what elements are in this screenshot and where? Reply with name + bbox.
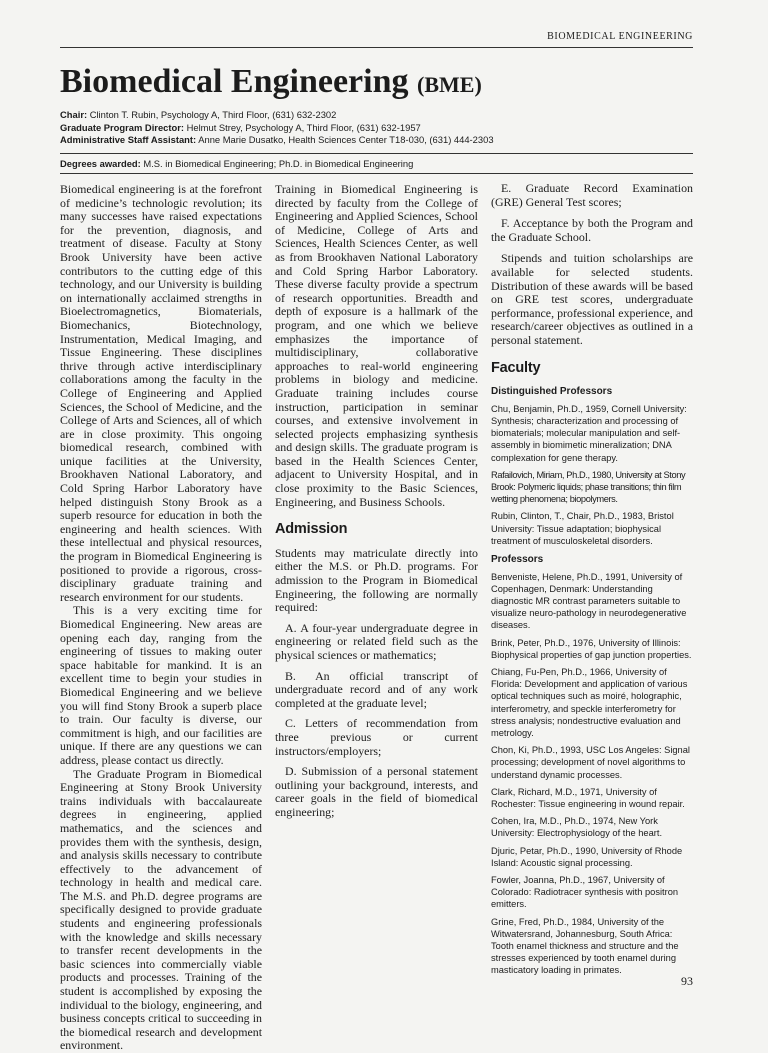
admission-item: F. Acceptance by both the Program and the Graduate School. xyxy=(491,216,693,244)
faculty-entry: Benveniste, Helene, Ph.D., 1991, University of Copenhagen, Denmark: Understanding diagnostic MR contrast parameters suitable to visualize neuro-pathology in neurodegenerative diseases. xyxy=(491,571,687,631)
staff-text: Helmut Strey, Psychology A, Third Floor, (631) 632-1957 xyxy=(184,121,421,133)
faculty-entry: Djuric, Petar, Ph.D., 1990, University of Rhode Island: Acoustic signal processing. xyxy=(491,845,683,868)
column-1 xyxy=(60,183,262,1053)
running-head: BIOMEDICAL ENGINEERING xyxy=(547,31,693,42)
admission-section xyxy=(275,547,478,820)
page-title xyxy=(60,62,482,105)
faculty-entry: Chiang, Fu-Pen, Ph.D., 1966, University of Florida: Development and application of various optical techniques such as moiré, holographic, interferometry, and speckle interferometry for stress analysis; nondestructive evaluation and metrology. xyxy=(491,666,688,738)
staff-program-director xyxy=(60,122,494,135)
page-number: 93 xyxy=(681,974,693,988)
staff-label: Chair: xyxy=(60,109,88,120)
admission-item: E. Graduate Record Examination (GRE) General Test scores; xyxy=(491,181,693,209)
staff-label: Administrative Staff Assistant: xyxy=(60,134,197,145)
intro-paragraph: This is a very exciting time for Biomedical Engineering. New areas are opening each day, ranging from the engineering of tissues to making outer space habitable for mankind. It is an excellent time to begin your studies in Biomedical Engineering and we believe you will find Stony Brook a superb place to train. Our faculty is diverse, our commitment is high, and our facilities are unique. If there are any questions we can address, please contact us directly. xyxy=(60,603,262,767)
faculty-heading: Faculty xyxy=(491,359,541,376)
intro-paragraph: Training in Biomedical Engineering is directed by faculty from the College of Engineering and Applied Sciences, School of Medicine, College of Arts and Sciences, Health Sciences Center, as well as from Brookhaven National Laboratory and Cold Spring Harbor Laboratory. These diverse faculty provide a spectrum of research opportunities. Breadth and depth of exposure is a hallmark of the program, and one which we believe emphasizes the importance of multidisciplinary, collaborative approaches to real-world engineering problems in biology and medicine. Graduate training includes course instruction, participation in seminar courses, and extensive involvement in selected projects emphasizing synthesis and design skills. The graduate program is based in the Health Sciences Center, adjacent to University Hospital, and in close proximity to the Basic Sciences, Engineering, and Business Schools. xyxy=(275,182,478,509)
top-divider xyxy=(60,47,693,48)
faculty-entry: Chon, Ki, Ph.D., 1993, USC Los Angeles: Signal processing; development of novel algorithms to understand dynamic processes. xyxy=(491,745,690,780)
admission-item: B. An official transcript of undergraduate record and of any work completed at the graduate level; xyxy=(275,668,478,710)
faculty-entry: Rafailovich, Miriam, Ph.D., 1980, University at Stony Brook: Polymeric liquids; phase transitions; thin film wetting phenomena; biopolymers. xyxy=(491,469,686,505)
distinguished-heading: Distinguished Professors xyxy=(491,386,613,398)
faculty-entry: Grine, Fred, Ph.D., 1984, University of the Witwatersrand, Johannesburg, South Africa: Tooth enamel thickness and structure and the stresses experienced by tooth enamel during masticatory loading in primates. xyxy=(491,916,679,976)
faculty-entry: Cohen, Ira, M.D., Ph.D., 1974, New York University: Electrophysiology of the heart. xyxy=(491,816,663,839)
degrees-awarded xyxy=(60,158,413,169)
faculty-entry: Rubin, Clinton, T., Chair, Ph.D., 1983, Bristol University: Tissue adaptation; biophysical treatment of musculoskeletal disorders. xyxy=(491,511,674,546)
staff-text: Clinton T. Rubin, Psychology A, Third Floor, (631) 632-2302 xyxy=(87,109,337,120)
intro-paragraph: The Graduate Program in Biomedical Engineering at Stony Brook University trains individuals with baccalaureate degrees in engineering, applied mathematics, and the sciences and provides them with the synthesis, design, and analysis skills necessary to contribute effectively to the advancement of technology in health and medical care. The M.S. and Ph.D. degree programs are specifically designed to provide graduate students and engineering professionals with the knowledge and skills necessary to transfer recent developments in the basic sciences into commercially viable products and processes. Training of the student is accomplished by exposing the individual to the biology, engineering, and business concepts critical to succeeding in the biomedical research and development environment. xyxy=(60,766,262,1053)
admission-item: C. Letters of recommendation from three previous or current instructors/employers; xyxy=(275,716,478,758)
staff-label: Graduate Program Director: xyxy=(60,121,184,133)
faculty-entry: Clark, Richard, M.D., 1971, University of Rochester: Tissue engineering in wound repair. xyxy=(491,786,685,809)
title-abbr: (BME) xyxy=(417,72,482,97)
title-main: Biomedical Engineering xyxy=(60,63,409,100)
header-divider xyxy=(60,153,693,154)
staff-contacts xyxy=(60,109,494,147)
admission-item: A. A four-year undergraduate degree in engineering or related field such as the physical sciences or mathematics; xyxy=(275,620,478,662)
degrees-label: Degrees awarded: xyxy=(60,158,141,169)
column-2 xyxy=(275,183,478,820)
degrees-text: M.S. in Biomedical Engineering; Ph.D. in Biomedical Engineering xyxy=(140,158,414,169)
column-3 xyxy=(491,182,693,982)
professors-heading: Professors xyxy=(491,553,544,565)
staff-text: Anne Marie Dusatko, Health Sciences Center T18-030, (631) 444-2303 xyxy=(196,134,494,145)
admission-lead: Students may matriculate directly into either the M.S. or Ph.D. programs. For admission to the Program in Biomedical Engineering, the following are normally required: xyxy=(275,545,478,615)
faculty-entry: Chu, Benjamin, Ph.D., 1959, Cornell University: Synthesis; characterization and processing of biomaterials; molecular manipulation and self-assembly in biomimetic mineralization; DNA complexation for gene therapy. xyxy=(491,403,687,463)
stipends-paragraph: Stipends and tuition scholarships are available for selected students. Distribution of these awards will be based on GRE test scores, undergraduate performance, professional experience, and research/career objectives as outlined in a personal statement. xyxy=(491,251,693,347)
admission-heading: Admission xyxy=(275,521,348,538)
faculty-entry: Brink, Peter, Ph.D., 1976, University of Illinois: Biophysical properties of gap junction properties. xyxy=(491,637,692,660)
faculty-entry: Fowler, Joanna, Ph.D., 1967, University of Colorado: Radiotracer synthesis with positron emitters. xyxy=(491,875,679,910)
staff-assistant xyxy=(60,134,494,147)
degrees-divider xyxy=(60,173,693,174)
staff-chair xyxy=(60,109,494,122)
intro-paragraph: Biomedical engineering is at the forefront of medicine’s technologic revolution; its many successes have raised expectations for the prevention, diagnosis, and treatment of disease. Faculty at Stony Brook University have been active contributors to the cutting edge of this technology, and our University is building on internationally acclaimed strengths in Bioelectromagnetics, Biomaterials, Biomechanics, Biotechnology, Instrumentation, Medical Imaging, and Tissue Engineering. These disciplines thrive through active interdisciplinary collaborations among the faculty in the College of Engineering and Applied Sciences, the School of Medicine, and the College of Arts and Sciences, all of which are in close proximity. This ongoing biomedical research, combined with unique facilities at the University, Brookhaven National Laboratory, and Cold Spring Harbor Laboratory have helped distinguish Stony Brook as a superb resource for education in both the engineering and health sciences. With these intellectual and physical resources, the program in Biomedical Engineering is positioned to provide a rigorous, cross-disciplinary graduate training and research environment for our students. xyxy=(60,182,262,604)
admission-item: D. Submission of a personal statement outlining your background, interests, and career goals in the field of biomedical engineering; xyxy=(275,764,478,819)
